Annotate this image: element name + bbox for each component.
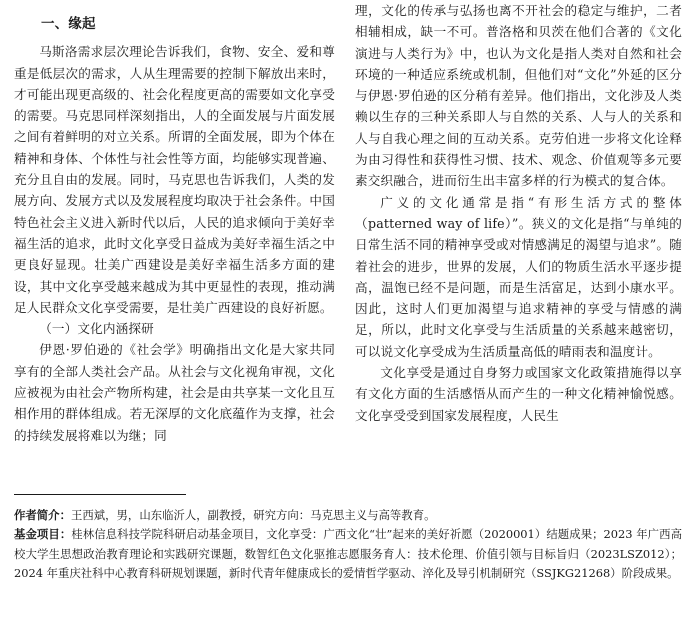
paragraph: 伊恩·罗伯逊的《社会学》明确指出文化是大家共同享有的全部人类社会产品。从社会与文化视角审视，文化应被视为由社会产物所构建，社会是由共享某一文化且互相作用的群体组成。若无深厚的文化底蕴作为支撑，社会的持续发展将难以为继；同	[14, 342, 335, 443]
paragraph: 广义的文化通常是指“有形生活方式的整体（patterned way of life）”。狭义的文化是指“与单纯的日常生活不同的精神享受或对情感满足的渴望与追求”。随着社会的进步，世界的发展，人们的物质生活水平逐步提高，温饱已经不是问题，而是生活富足，达到小康水平。因此，这时人们更加渴望与追求精神的享受与情感的满足，所以，此时文化享受与生活质量的关系越来越密切，可以说文化享受成为生活质量高低的晴雨表和温度计。	[355, 194, 682, 359]
paragraph: 马斯洛需求层次理论告诉我们，食物、安全、爱和尊重是低层次的需求，人从生理需要的控制下解放出来时，才可能出现更高级的、社会化程度更高的需要如文化享受的需要。马克思同样深刻指出，人的全面发展与片面发展之间有着鲜明的对立关系。所谓的全面发展，即为个体在精神和身体、个体性与社会性等方面，均能够实现普遍、充分且自由的发展。同时，马克思也告诉我们，人类的发展方向、发展方式以及发展程度均取决于社会条件。中国特色社会主义进入新时代以后，人民的追求倾向于美好幸福生活的追求，此时文化享受日益成为美好幸福生活之中更良好显现。壮美广西建设是美好幸福生活多方面的建设，其中文化享受越来越成为其中更显性的表现，推动满足人民群众文化享受需要，是壮美广西建设的良好祈愿。	[14, 44, 335, 315]
section-heading: 一、缘起	[41, 16, 96, 32]
footnote-divider	[14, 494, 186, 495]
author-text: 王西斌，男，山东临沂人，副教授，研究方向：马克思主义与高等教育。	[70, 508, 436, 522]
right-column	[355, 0, 682, 426]
fund-text: 桂林信息科技学院科研启动基金项目，文化享受：广西文化“壮”起来的美好祈愿（2020001）结题成果；2023 年广西高校大学生思想政治教育理论和实践研究课题，数智红色文化驱推志愿服务育人：技术伦理、价值引领与目标旨归（2023LSZ012）；2024 年重庆社科中心教育科研规划课题，新时代青年健康成长的爱情哲学驱动、淬化及导引机制研究（SSJKG21268）阶段成果。	[14, 527, 682, 581]
author-label: 作者简介：	[14, 508, 71, 522]
sub-heading: （一）文化内涵探研	[39, 321, 154, 337]
fund-label: 基金项目：	[14, 527, 72, 542]
fund-info	[14, 525, 682, 583]
paragraph: 理，文化的传承与弘扬也离不开社会的稳定与维护，二者相辅相成，缺一不可。普洛格和贝茨在他们合著的《文化演进与人类行为》中，也认为文化是指人类对自然和社会环境的一种适应系统或机制，但他们对“文化”外延的区分与伊恩·罗伯逊的区分稍有差异。他们指出，文化涉及人类赖以生存的三种关系即人与自然的关系、人与人的关系和人与自我心理之间的互动关系。克劳伯进一步将文化诠释为由习得性和获得性习惯、技术、观念、价值观等多元要素交织融合，进而衍生出丰富多样的行为模式的复合体。	[355, 3, 682, 189]
paragraph: 文化享受是通过自身努力或国家文化政策措施得以享有文化方面的生活感悟从而产生的一种文化精神愉悦感。文化享受受到国家发展程度，人民生	[355, 365, 682, 423]
author-info	[14, 506, 682, 525]
footnote	[14, 506, 682, 584]
left-column	[14, 0, 335, 446]
